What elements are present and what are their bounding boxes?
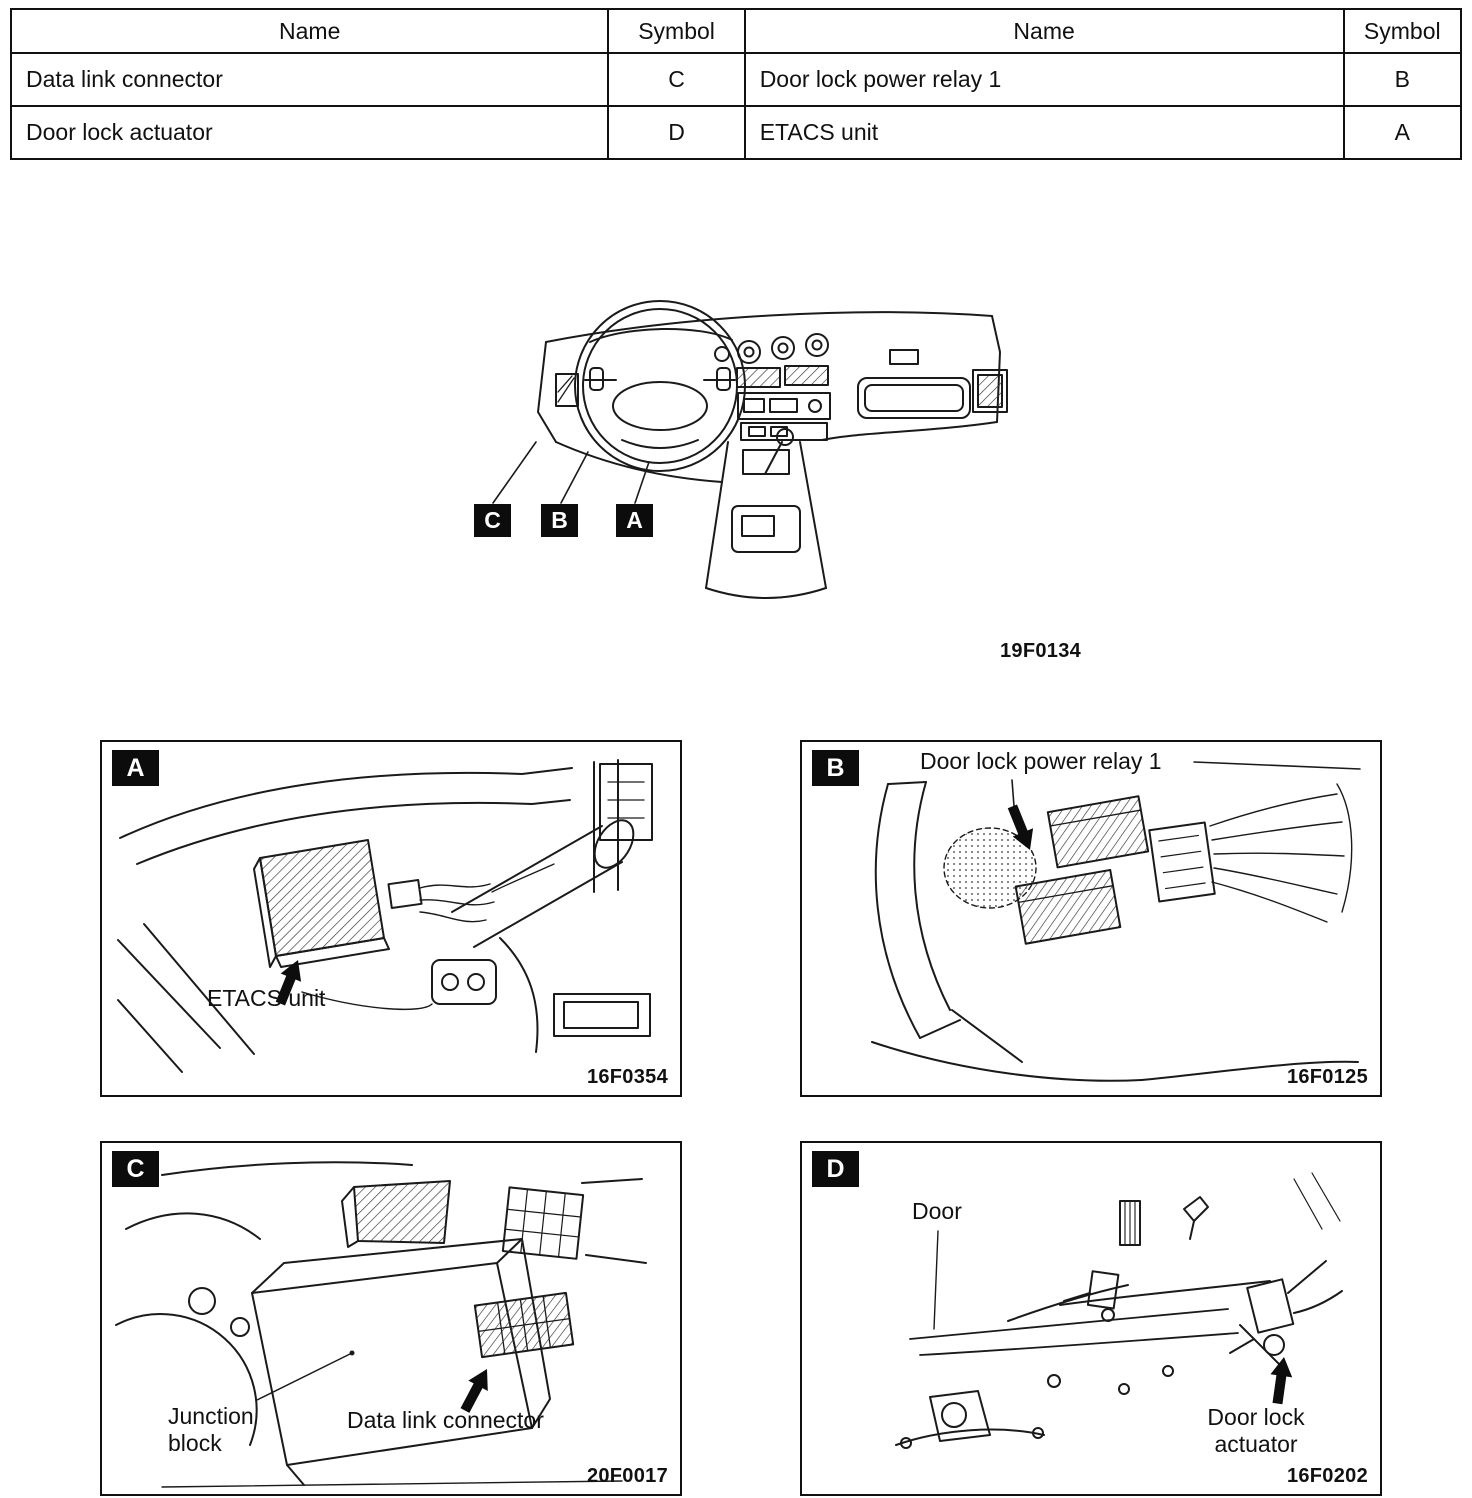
cell-component-symbol: D xyxy=(608,106,744,159)
header-name-left: Name xyxy=(11,9,608,53)
header-symbol-right: Symbol xyxy=(1344,9,1461,53)
location-label-c: C xyxy=(474,504,511,537)
leader-lines xyxy=(493,442,649,503)
table-row xyxy=(11,106,1461,159)
center-console xyxy=(706,429,826,598)
cell-component-name: Door lock actuator xyxy=(11,106,608,159)
callout-junction-block: Junction block xyxy=(168,1403,254,1456)
cell-component-symbol: B xyxy=(1344,53,1461,106)
passenger-dash xyxy=(858,350,1007,418)
callout-door-lock-actuator: Door lock actuator xyxy=(1207,1404,1305,1457)
panel-c xyxy=(100,1141,682,1496)
panel-b xyxy=(800,740,1382,1097)
etacs-unit-drawing xyxy=(254,840,494,967)
window-regulator-drawing xyxy=(896,1391,1044,1448)
callout-data-link-connector: Data link connector xyxy=(347,1407,544,1433)
mount-bracket-drawing xyxy=(876,782,1022,1062)
table-header-row xyxy=(11,9,1461,53)
dashboard-location-illustration xyxy=(460,290,1050,662)
door-lock-actuator-drawing xyxy=(1230,1261,1342,1365)
header-name-right: Name xyxy=(745,9,1344,53)
upper-connector-drawing xyxy=(503,1187,583,1258)
door-lock-relay-illustration xyxy=(802,742,1380,1095)
cell-component-name: Data link connector xyxy=(11,53,608,106)
callout-door: Door xyxy=(912,1198,962,1224)
wire-harness-drawing xyxy=(1149,784,1351,922)
steering-wheel xyxy=(575,301,745,471)
panel-a xyxy=(100,740,682,1097)
panel-a-figure-code: 16F0354 xyxy=(586,1066,668,1088)
callout-etacs-unit: ETACS unit xyxy=(207,985,326,1011)
middle-latch-drawing xyxy=(1064,1271,1118,1321)
callout-arrow-icon xyxy=(1267,1355,1295,1405)
location-label-a: A xyxy=(616,504,653,537)
cell-component-name: Door lock power relay 1 xyxy=(745,53,1344,106)
panel-d-label: D xyxy=(812,1151,859,1187)
panel-a-label: A xyxy=(112,750,159,786)
header-symbol-left: Symbol xyxy=(608,9,744,53)
table-row xyxy=(11,53,1461,106)
location-label-b: B xyxy=(541,504,578,537)
panel-b-label: B xyxy=(812,750,859,786)
panel-c-label: C xyxy=(112,1151,159,1187)
dashboard-outline xyxy=(538,312,1000,482)
panel-c-figure-code: 20F0017 xyxy=(586,1465,668,1487)
cell-component-symbol: C xyxy=(608,53,744,106)
panel-b-figure-code: 16F0125 xyxy=(1286,1066,1368,1088)
cell-component-symbol: A xyxy=(1344,106,1461,159)
data-link-connector-drawing xyxy=(475,1293,573,1357)
panel-d xyxy=(800,1141,1382,1496)
callout-door-lock-relay: Door lock power relay 1 xyxy=(920,748,1162,774)
center-stack xyxy=(737,334,830,440)
etacs-unit-illustration xyxy=(102,742,680,1095)
cell-component-name: ETACS unit xyxy=(745,106,1344,159)
steering-column-drawing xyxy=(452,813,641,947)
panel-d-figure-code: 16F0202 xyxy=(1286,1465,1368,1487)
component-location-table xyxy=(10,8,1462,160)
overview-figure-code: 19F0134 xyxy=(1000,640,1082,662)
